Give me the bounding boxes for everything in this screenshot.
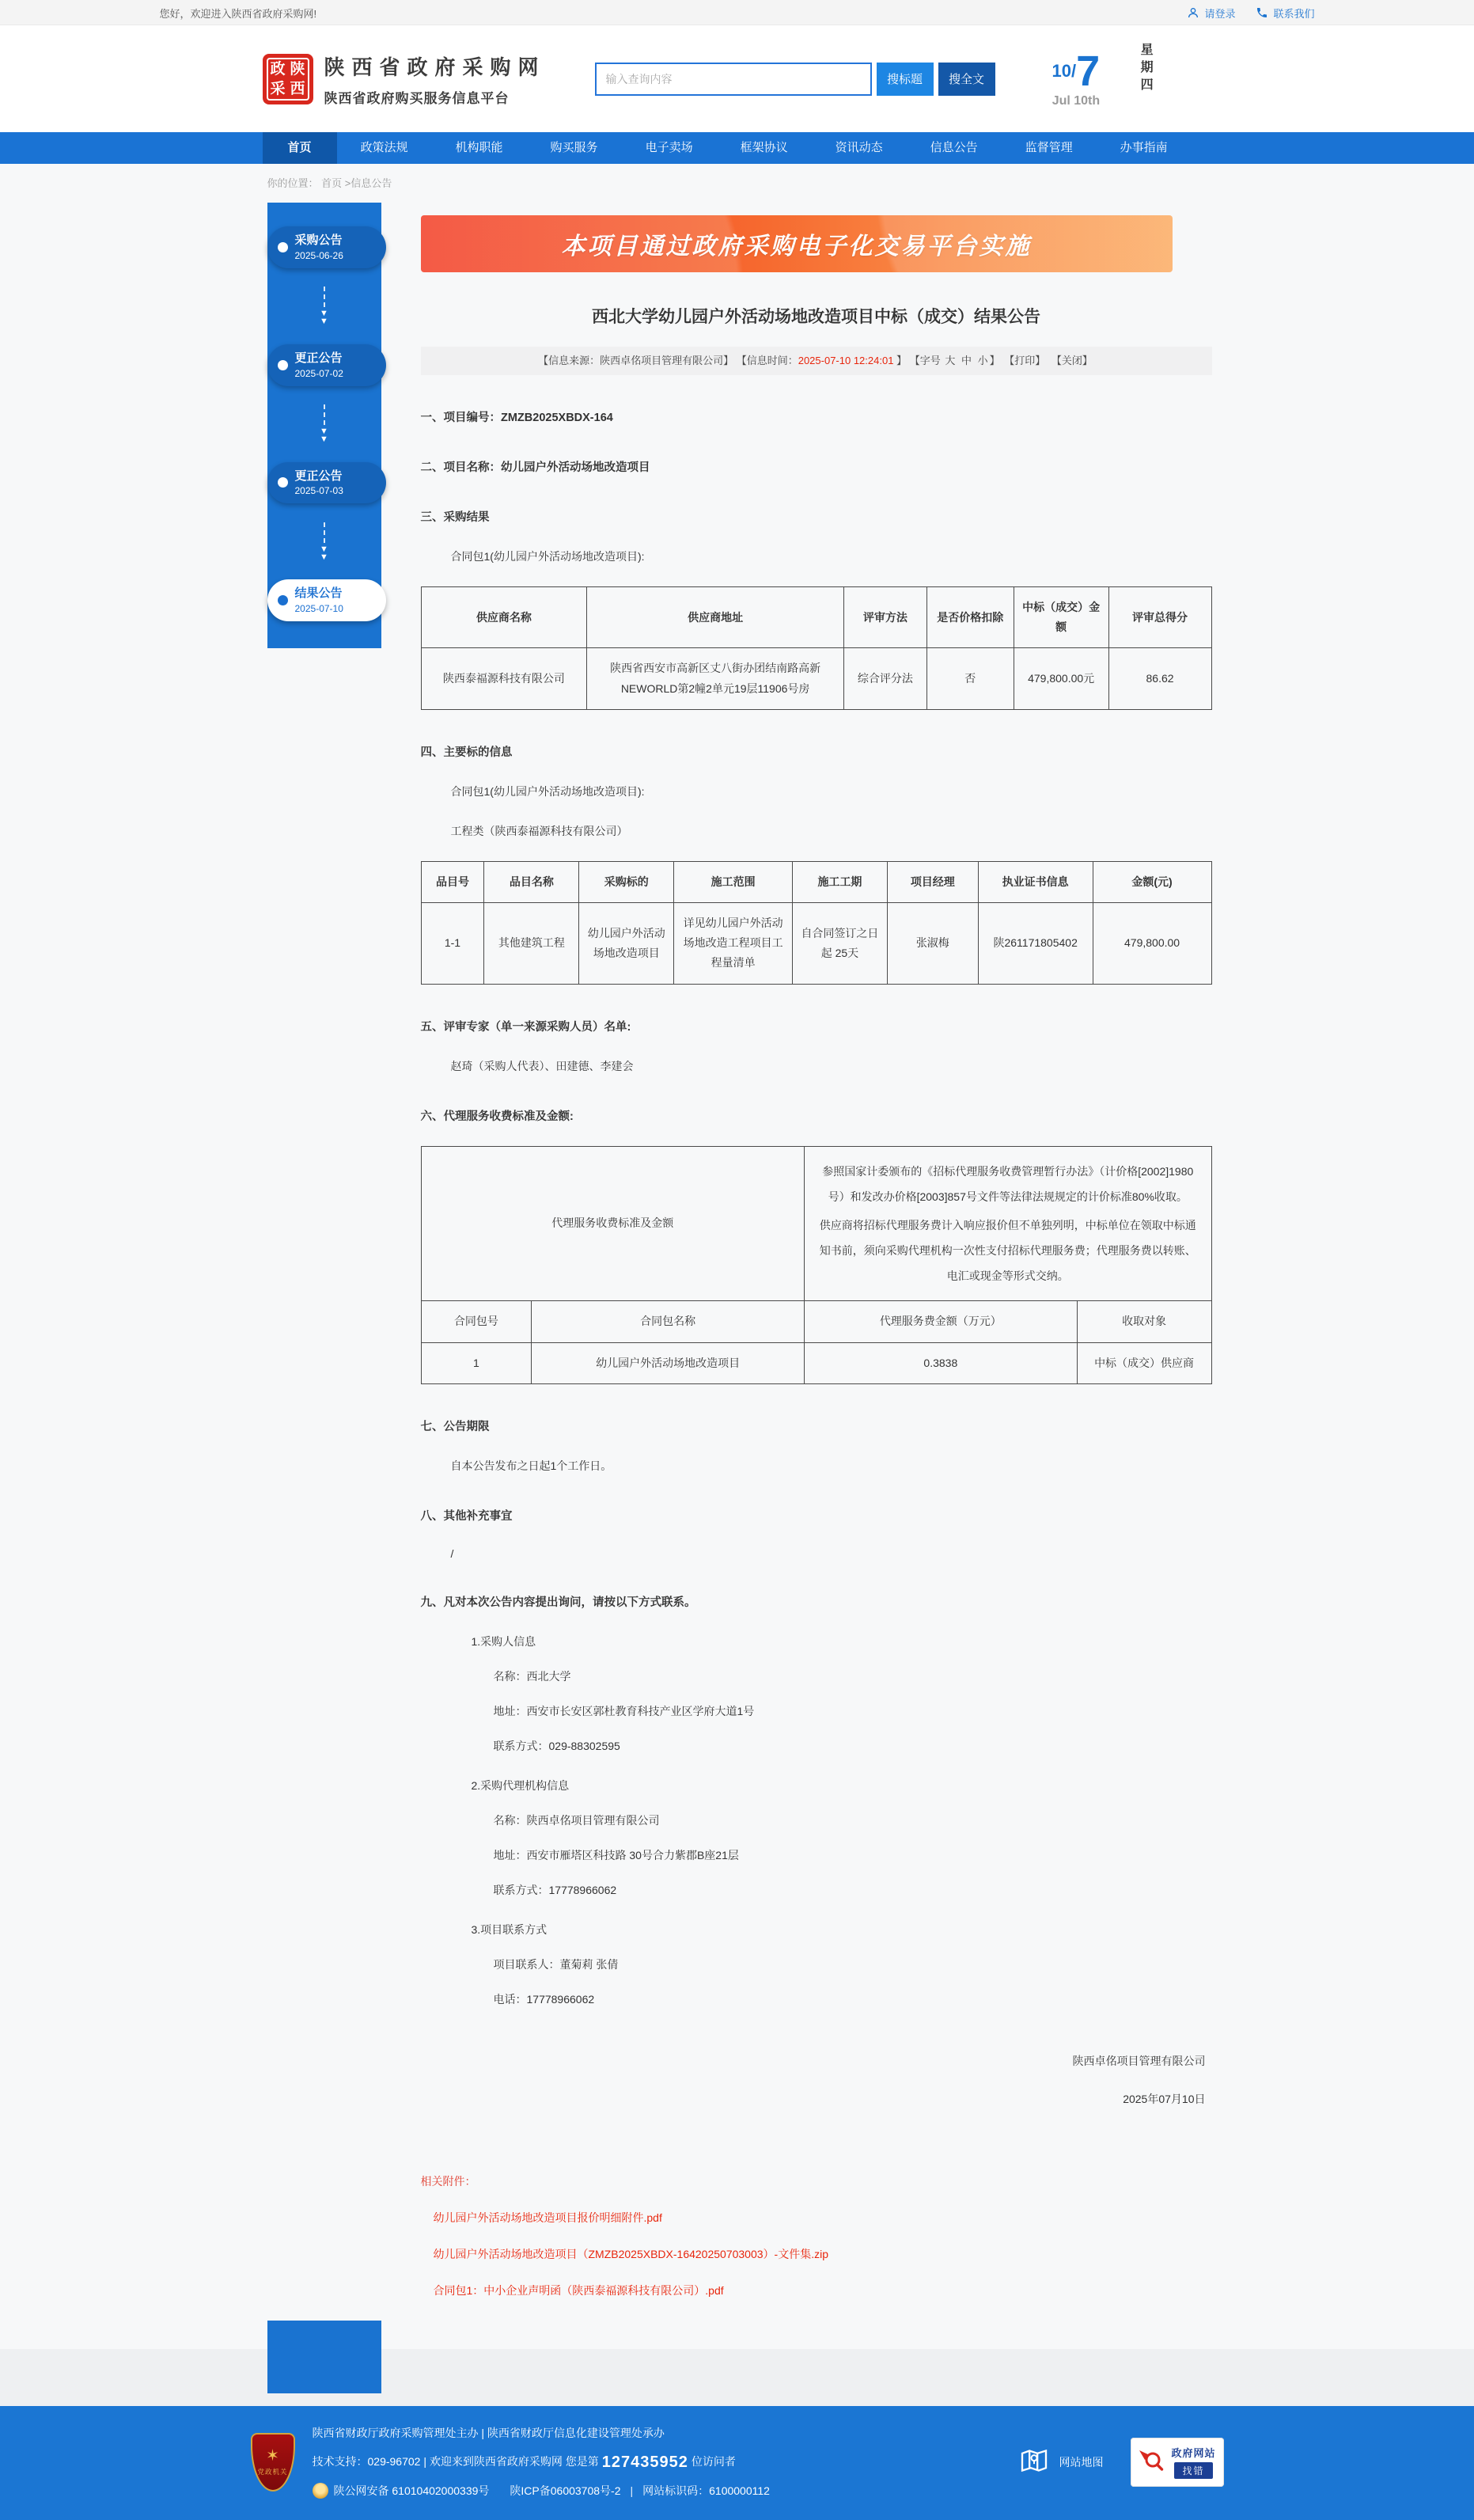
nav-item-emarket[interactable]: 电子卖场 [645,141,693,154]
site-title: 陕西省政府采购网 [324,55,546,79]
search-input[interactable] [595,63,872,96]
project-contact-person: 项目联系人：董菊莉 张倩 [493,1957,619,1971]
nav-item-news[interactable]: 资讯动态 [835,141,883,154]
date-day: 7 [1076,47,1101,95]
project-name-label: 二、项目名称： [420,461,501,474]
prefooter-strip [0,2349,1474,2406]
breadcrumb-separator: > [344,177,351,189]
section-experts-title: 五、评审专家（单一来源采购人员）名单: [420,1020,631,1034]
breadcrumb-label: 你的位置： [267,177,319,189]
nav-item-functions[interactable]: 机构职能 [455,141,503,154]
site-header [0,25,1474,132]
agency-phone: 联系方式：17778966062 [493,1883,617,1896]
table-header-row: 合同包号 合同包名称 代理服务费金额（万元） 收取对象 [421,1301,1211,1342]
agency-info-title: 2.采购代理机构信息 [471,1778,570,1792]
nav-item-supervision[interactable]: 监督管理 [1025,141,1073,154]
attachments-title: 相关附件： [420,2174,476,2188]
project-number-value: ZMZB2025XBDX-164 [501,412,613,424]
date-english: Jul 10th [1052,93,1101,108]
agency-address: 地址：西安市雁塔区科技路 30号合力紫郡B座21层 [493,1848,739,1862]
agency-fee-table [421,1146,1212,1384]
section-contact-title: 九、凡对本次公告内容提出询问，请按以下方式联系。 [420,1596,696,1609]
site-code: 网站标识码：6100000112 [642,2484,770,2497]
error-finder-magnifier-icon [1138,2446,1165,2477]
top-utility-bar [0,0,1474,25]
section-procurement-result-title: 三、采购结果 [420,511,490,524]
purchaser-name: 名称：西北大学 [493,1669,571,1683]
timeline-dot-icon [278,595,288,605]
login-link[interactable]: 请登录 [1187,6,1235,21]
agency-name: 名称：陕西卓佲项目管理有限公司 [493,1813,660,1827]
seal-logo-icon: 政 陕 采 西 [263,54,313,104]
timeline-item-correction-notice-1[interactable]: 更正公告 2025-07-02 [267,344,386,386]
section-other-matters-title: 八、其他补充事宜 [420,1509,513,1523]
search-bar [595,63,995,96]
purchaser-phone: 联系方式：029-88302595 [493,1739,620,1752]
welcome-text: 您好，欢迎进入陕西省政府采购网! [159,7,317,20]
map-icon [1018,2445,1050,2479]
site-footer [0,2406,1474,2520]
timeline-item-result-notice[interactable]: 结果公告 2025-07-10 [267,579,386,621]
timeline-dot-icon [278,242,288,252]
project-contact-phone: 电话：17778966062 [493,1992,595,2006]
footer-beian-line: 陕公网安备 61010402000339号 陕ICP备06003708号-2 | 网站标识码：6100000112 [313,2483,770,2499]
nav-item-guide[interactable]: 办事指南 [1120,141,1168,154]
agency-fee-label-cell: 代理服务收费标准及金额 [421,1146,805,1301]
platform-banner: 本项目通过政府采购电子化交易平台实施 [421,215,1173,272]
agency-fee-desc-cell: 参照国家计委颁布的《招标代理服务收费管理暂行办法》（计价格[2002]1980号）和发改办价格[2003]857号文件等法律法规规定的计价标准80%收取。 供应商将招标代理服务费计入响应报价但不单独列明，中标单位在领取中标通知书前，须向采购代理机构一次性支付招标代理服务费；代理服务费以转账、电汇或现金等形式交纳。 [805,1146,1212,1301]
search-title-button[interactable]: 搜标题 [877,63,934,96]
section-subject-info-title: 四、主要标的信息 [420,746,513,759]
signature-company: 陕西卓佲项目管理有限公司 [1072,2054,1206,2067]
nav-item-home[interactable]: 首页 [263,132,337,164]
attachment-link-file-collection-zip[interactable]: 幼儿园户外活动场地改造项目（ZMZB2025XBDX-16420250703003）-文件集.zip [433,2247,828,2260]
date-month: 10/ [1052,60,1077,81]
icp-beian-link[interactable]: 陕ICP备06003708号-2 [510,2484,621,2497]
subject-info-table [421,861,1212,985]
phone-icon [1256,6,1268,19]
meta-source: 【信息来源：陕西卓佲项目管理有限公司】 [538,355,734,366]
signature-block [421,2053,1212,2107]
close-button[interactable]: 【关闭】 [1051,355,1093,366]
main-navigation [0,132,1474,164]
breadcrumb-home-link[interactable]: 首页 [321,177,343,189]
attachment-link-price-detail-pdf[interactable]: 幼儿园户外活动场地改造项目报价明细附件.pdf [433,2211,662,2224]
nav-item-policies[interactable]: 政策法规 [360,141,408,154]
breadcrumb [263,164,1212,203]
project-number-label: 一、项目编号： [420,412,501,424]
timeline-dot-icon [278,477,288,488]
contract-package-note: 合同包1(幼儿园户外活动场地改造项目): [450,550,645,563]
date-widget [1052,47,1101,108]
signature-date: 2025年07月10日 [1123,2092,1206,2105]
site-logo[interactable] [263,51,546,107]
sitemap-link[interactable]: 网站地图 [1018,2445,1104,2479]
user-icon [1187,6,1199,19]
table-row: 陕西泰福源科技有限公司 陕西省西安市高新区丈八街办团结南路高新NEWORLD第2幢2单元19层11906号房 综合评分法 否 479,800.00元 86.62 [421,648,1211,709]
search-fulltext-button[interactable]: 搜全文 [938,63,995,96]
page-title: 西北大学幼儿园户外活动场地改造项目中标（成交）结果公告 [592,308,1040,326]
other-matters-text: / [450,1547,454,1560]
nav-item-announcements[interactable]: 信息公告 [930,141,978,154]
table-row: 1-1 其他建筑工程 幼儿园户外活动场地改造项目 详见幼儿园户外活动场地改造工程项目工程量清单 自合同签订之日起 25天 张淑梅 陕261171805402 479,800.00 [421,902,1211,984]
table-header-row: 品目号 品目名称 采购标的 施工范围 施工工期 项目经理 执业证书信息 金额(元) [421,861,1211,902]
table-row [421,1146,1211,1301]
table-row: 1 幼儿园户外活动场地改造项目 0.3838 中标（成交）供应商 [421,1342,1211,1383]
timeline-dot-icon [278,360,288,370]
meta-fontsize-prefix: 【字号 [909,355,941,366]
font-size-large-button[interactable]: 大 [945,355,956,366]
procurement-result-table [421,586,1212,710]
purchaser-address: 地址：西安市长安区郭杜教育科技产业区学府大道1号 [493,1704,755,1717]
visitor-count: 127435952 [601,2453,688,2471]
attachments-section [421,2173,1212,2298]
project-contact-title: 3.项目联系方式 [471,1922,548,1936]
attachment-link-sme-declaration-pdf[interactable]: 合同包1：中小企业声明函（陕西泰福源科技有限公司）.pdf [433,2283,724,2297]
site-subtitle: 陕西省政府购买服务信息平台 [324,90,510,106]
footer-organizer-line: 陕西省财政厅政府采购管理处主办 | 陕西省财政厅信息化建设管理处承办 [312,2426,665,2439]
section-agency-fee-title: 六、代理服务收费标准及金额: [420,1110,574,1123]
public-security-badge-icon [313,2483,328,2499]
purchaser-info-title: 1.采购人信息 [471,1634,536,1648]
police-beian-link[interactable]: 陕公网安备 61010402000339号 [333,2484,490,2497]
experts-list: 赵琦（采购人代表）、田建德、李建会 [450,1059,634,1072]
print-button[interactable]: 【打印】 [1004,355,1046,366]
sidebar-bottom-block [267,2321,381,2393]
contact-us-link[interactable]: 联系我们 [1256,6,1314,21]
breadcrumb-current-link[interactable]: 信息公告 [351,177,392,189]
timeline-item-correction-notice-2[interactable]: 更正公告 2025-07-03 [267,462,386,504]
section-notice-period-title: 七、公告期限 [420,1420,490,1433]
gov-site-error-report-badge[interactable]: 政府网站 找错 [1131,2438,1224,2487]
works-category-note: 工程类（陕西泰福源科技有限公司） [450,824,628,837]
timeline-down-arrow-icon: ▼ ▼ [267,386,381,462]
font-size-small-button[interactable]: 小 [977,355,988,366]
footer-support-line: 技术支持：029-96702 | 欢迎来到陕西省政府采购网 您是第 127435952 位访问者 [313,2450,770,2474]
project-name-value: 幼儿园户外活动场地改造项目 [501,461,650,474]
article-meta-bar: 【信息来源：陕西卓佲项目管理有限公司】 【信息时间：2025-07-10 12:24:01 】 【字号 大 中 小 】 【打印】 【关闭】 [421,347,1212,375]
nav-item-framework-agreement[interactable]: 框架协议 [740,141,788,154]
nav-item-purchase-services[interactable]: 购买服务 [550,141,598,154]
timeline-item-procurement-notice[interactable]: 采购公告 2025-06-26 [267,226,386,268]
announcement-timeline-sidebar [267,203,381,648]
weekday-label: 星期四 [1139,42,1153,95]
meta-time: 2025-07-10 12:24:01 [798,355,894,366]
announcement-article [421,203,1212,2306]
contract-package-note: 合同包1(幼儿园户外活动场地改造项目): [450,784,645,798]
timeline-down-arrow-icon: ▼ ▼ [267,503,381,579]
table-header-row: 供应商名称 供应商地址 评审方法 是否价格扣除 中标（成交）金额 评审总得分 [421,587,1211,648]
government-emblem-icon: ✶ 党政机关 [251,2433,295,2492]
font-size-medium-button[interactable]: 中 [961,355,972,366]
notice-period-text: 自本公告发布之日起1个工作日。 [450,1459,612,1472]
timeline-down-arrow-icon: ▼ ▼ [267,268,381,344]
meta-time-prefix: 【信息时间： [736,355,798,366]
